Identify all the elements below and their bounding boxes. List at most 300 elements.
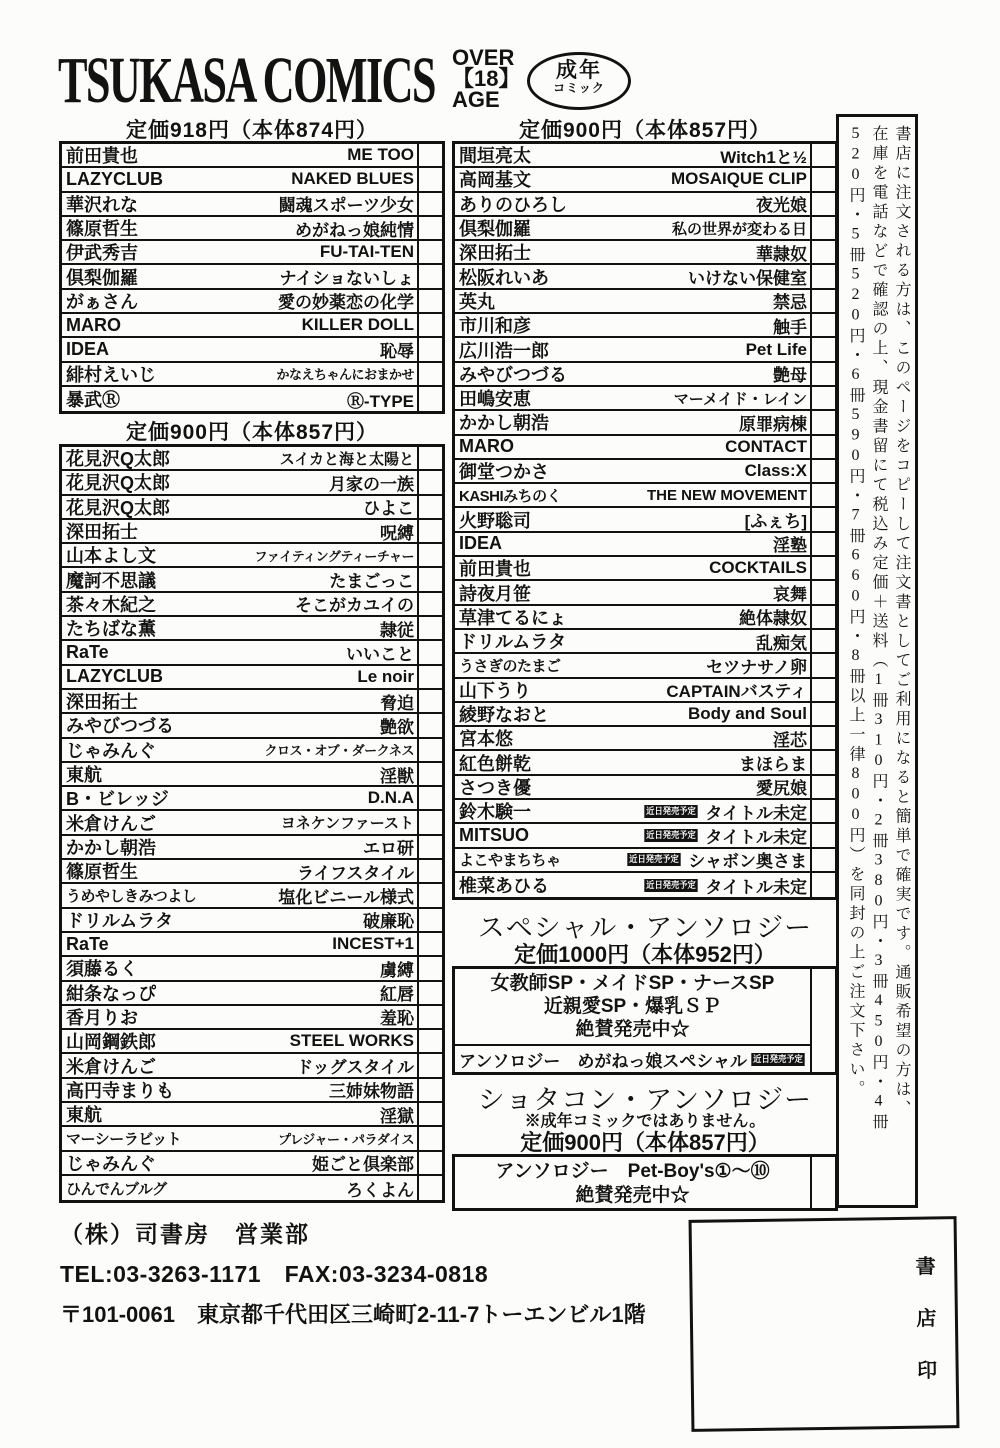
order-quantity-cell [810, 557, 835, 579]
table-row [62, 387, 442, 411]
book-title: 華隷奴 [756, 244, 807, 264]
book-entry [62, 666, 417, 688]
order-quantity-cell [417, 363, 442, 385]
book-title: 恥辱 [380, 342, 414, 361]
book-title: NAKED BLUES [291, 169, 414, 189]
book-entry [62, 982, 417, 1004]
author-name: よこやまちちゃ [459, 852, 561, 870]
author-name: 火野聡司 [459, 510, 531, 531]
title-group [773, 533, 807, 555]
author-name: 田嶋安恵 [459, 389, 531, 410]
book-title: 触手 [773, 317, 807, 337]
table-row [62, 1030, 442, 1054]
author-name: 倶梨伽羅 [66, 267, 138, 288]
book-entry [455, 630, 810, 652]
book-title: Witch1と½ [720, 147, 807, 167]
table-row [62, 884, 442, 908]
book-entry [62, 144, 417, 166]
title-group [756, 776, 807, 798]
title-group [281, 812, 414, 833]
title-group [346, 641, 414, 663]
book-entry [455, 776, 810, 798]
book-entry [455, 703, 810, 725]
table-row [62, 1006, 442, 1030]
table-row [62, 957, 442, 981]
order-quantity-cell [810, 484, 835, 506]
table-row [62, 471, 442, 495]
book-entry [62, 593, 417, 615]
table-row [62, 739, 442, 763]
adult-comic-badge-line1: 成年 [556, 59, 602, 82]
order-quantity-cell [810, 193, 835, 215]
book-entry [62, 860, 417, 882]
table-row [62, 168, 442, 192]
author-name: 鈴木験一 [459, 802, 531, 823]
author-name: 華沢れな [66, 194, 138, 215]
book-entry [455, 727, 810, 749]
order-quantity-cell [417, 1127, 442, 1149]
order-info-column3: 520円・5冊520円・6冊590円・7冊660円・8冊以上一律800円）を同封の上ご注文下さい。 [847, 125, 864, 1100]
book-entry [455, 606, 810, 628]
table-row [455, 606, 835, 630]
book-title: COCKTAILS [709, 558, 807, 578]
title-group [368, 788, 414, 808]
book-title: 破廉恥 [363, 912, 414, 931]
author-name: IDEA [459, 533, 503, 554]
table-row [455, 824, 835, 848]
book-entry [62, 1152, 417, 1174]
order-quantity-cell [417, 787, 442, 809]
author-name: 山岡鋼鉄郎 [66, 1032, 156, 1053]
special-anthology-box-main [455, 969, 810, 1072]
author-name: 深田拓士 [459, 243, 531, 264]
title-group [642, 800, 807, 822]
book-title: D.N.A [367, 788, 414, 808]
title-group [380, 763, 414, 785]
book-entry [455, 387, 810, 409]
release-badge: 近日発売予定 [646, 805, 697, 816]
book-title: ヨネケンファースト [280, 815, 414, 833]
order-quantity-cell [417, 193, 442, 215]
book-entry [62, 811, 417, 833]
author-name: 花見沢Q太郎 [66, 473, 171, 494]
table-row [62, 690, 442, 714]
book-entry [62, 739, 417, 761]
book-title: MOSAIQUE CLIP [670, 169, 807, 189]
special-anthology-price: 定価1000円（本体952円） [514, 942, 776, 967]
author-name: 緋村えいじ [66, 364, 156, 385]
author-name: 暴武Ⓡ [66, 390, 120, 411]
book-entry [455, 460, 810, 482]
author-name: マーシーラビット [66, 1130, 182, 1148]
order-quantity-cell [417, 666, 442, 688]
title-group [329, 1079, 414, 1101]
order-quantity-cell [810, 751, 835, 773]
order-quantity-cell [810, 217, 835, 239]
book-entry [62, 265, 417, 287]
title-group [278, 1129, 414, 1148]
table-row [62, 265, 442, 289]
author-name: 深田拓士 [66, 692, 138, 713]
table-row [62, 496, 442, 520]
author-name: 詩夜月笹 [459, 583, 531, 604]
author-name: 米倉けんご [66, 1056, 156, 1077]
table-row [62, 666, 442, 690]
order-quantity-cell [810, 338, 835, 360]
book-title: エロ研 [363, 839, 414, 859]
title-group [290, 1031, 414, 1051]
book-title: 塩化ビニール様式 [278, 888, 414, 907]
table-row [455, 484, 835, 508]
book-entry [62, 957, 417, 979]
table-row [62, 217, 442, 241]
table-row [62, 1127, 442, 1151]
special-anthology-box [452, 966, 838, 1075]
book-title: 三姉妹物語 [329, 1082, 414, 1102]
title-group [332, 934, 414, 954]
release-badge: 近日発売予定 [753, 1053, 803, 1064]
book-entry [455, 338, 810, 360]
title-group [756, 241, 807, 263]
title-group [773, 727, 807, 749]
book-entry [62, 217, 417, 239]
table-row [455, 217, 835, 241]
order-quantity-cell [810, 873, 835, 897]
table-row [62, 933, 442, 957]
order-quantity-cell [810, 387, 835, 409]
table-row [455, 193, 835, 217]
book-entry [62, 363, 417, 385]
title-group [706, 654, 807, 676]
author-name: KASHIみちのく [459, 487, 562, 505]
book-title: いけない保健室 [688, 269, 807, 288]
table-row [62, 1152, 442, 1176]
title-group [278, 884, 414, 906]
table-row [455, 411, 835, 435]
book-title: いいこと [346, 645, 414, 664]
order-quantity-cell [417, 593, 442, 615]
author-name: 宮本悠 [459, 729, 513, 750]
age-mark-line3: AGE [452, 87, 500, 112]
price-header-900-left: 定価900円（本体857円） [125, 421, 379, 444]
table-row [62, 1176, 442, 1200]
book-entry [455, 800, 810, 822]
book-entry [455, 144, 810, 166]
title-group [725, 437, 807, 457]
book-entry [455, 193, 810, 215]
table-row [62, 520, 442, 544]
author-name: 椎菜あひる [459, 876, 549, 897]
bookstore-stamp-label: 書店印 [912, 1255, 937, 1412]
order-quantity-cell [810, 727, 835, 749]
table-row [455, 436, 835, 460]
table-row [455, 727, 835, 751]
table-row [62, 593, 442, 617]
title-group [756, 630, 807, 652]
author-name: MARO [66, 314, 121, 335]
table-row [455, 338, 835, 362]
title-group [642, 873, 807, 897]
order-quantity-cell [810, 168, 835, 190]
order-quantity-cell [417, 933, 442, 955]
author-name: ドリルムラタ [459, 632, 567, 653]
author-name: 英丸 [459, 291, 495, 312]
author-name: 高岡基文 [459, 170, 531, 191]
order-quantity-cell [417, 471, 442, 493]
author-name: 倶梨伽羅 [459, 219, 531, 240]
book-entry [62, 836, 417, 858]
table-row [62, 836, 442, 860]
book-entry [62, 193, 417, 215]
order-info-column2: 在庫を電話などで確認の上、現金書留にて税込み定価＋送料（1冊310円・2冊380円・3冊450円・4冊 [870, 125, 887, 1133]
order-quantity-cell [810, 1157, 835, 1208]
book-title: 哀舞 [773, 585, 807, 604]
book-title: 乱痴気 [756, 633, 807, 653]
book-title: セツナサノ卵 [706, 657, 807, 677]
table-row [455, 654, 835, 678]
author-name: 深田拓士 [66, 522, 138, 543]
table-row [455, 557, 835, 581]
title-group [278, 290, 414, 312]
author-name: ドリルムラタ [66, 910, 174, 931]
publisher-logo: TSUKASA COMICS [58, 43, 435, 117]
price-header-918: 定価918円（本体874円） [125, 119, 379, 142]
book-title: かなえちゃんにおまかせ [276, 367, 414, 383]
publisher-address: 〒101-0061 東京都千代田区三崎町2-11-7トーエンビル1階 [60, 1302, 646, 1327]
author-name: 山本よし文 [66, 546, 156, 567]
book-title: クロス・オブ・ダークネス [264, 743, 414, 759]
book-title: ひよこ [363, 499, 414, 518]
book-title: 呪縛 [380, 523, 414, 543]
book-title: 闘魂スポーツ少女 [278, 196, 414, 215]
book-entry [62, 787, 417, 809]
author-name: 東航 [66, 765, 102, 786]
table-row [455, 460, 835, 484]
bookstore-stamp-box [689, 1216, 960, 1432]
table-row [62, 290, 442, 314]
order-quantity-cell [810, 824, 835, 846]
title-group [739, 606, 807, 628]
age-mark-line1: OVER [452, 45, 515, 70]
book-table-right [452, 141, 838, 900]
table-row [455, 849, 835, 873]
price-header-900-right: 定価900円（本体857円） [518, 119, 772, 142]
book-entry [62, 496, 417, 518]
order-quantity-cell [417, 1176, 442, 1200]
publisher-company: （株）司書房 営業部 [60, 1221, 310, 1247]
author-name: うさぎのたまご [459, 657, 561, 675]
book-title: 羞恥 [380, 1009, 414, 1029]
table-row [455, 265, 835, 289]
megane-special-row [455, 1044, 810, 1072]
book-title: 愛尻娘 [756, 779, 807, 799]
author-name: 米倉けんご [66, 813, 156, 834]
book-title: プレジャー・パラダイス [278, 1131, 414, 1147]
author-name: みやびつづる [66, 716, 174, 737]
book-title: マーメイド・レイン [673, 390, 807, 408]
author-name: 御堂つかさ [459, 462, 549, 483]
shota-anthology-note: ※成年コミックではありません。 [524, 1113, 766, 1130]
author-name: ひんでんブルグ [66, 1180, 167, 1198]
book-entry [62, 338, 417, 360]
table-row [455, 800, 835, 824]
book-entry [62, 714, 417, 736]
book-entry [62, 1030, 417, 1052]
title-group [363, 836, 414, 858]
title-group [745, 461, 807, 481]
title-group [380, 1006, 414, 1028]
title-group [746, 340, 807, 360]
title-group [642, 824, 807, 846]
book-entry [455, 824, 810, 846]
table-row [62, 1054, 442, 1078]
title-group [380, 338, 414, 360]
book-entry [62, 1079, 417, 1101]
title-group [363, 909, 414, 931]
book-entry [455, 241, 810, 263]
book-entry [62, 617, 417, 639]
shota-anthology-line1: アンソロジー Pet-Boy's①〜⑩ [495, 1161, 770, 1182]
book-entry [62, 1103, 417, 1125]
table-row [62, 241, 442, 265]
book-title: THE NEW MOVEMENT [647, 486, 807, 504]
title-group [688, 704, 807, 724]
book-entry [455, 654, 810, 676]
author-name: かかし朝浩 [459, 413, 549, 434]
table-row [455, 581, 835, 605]
book-title: たまごっこ [329, 572, 414, 591]
order-quantity-cell [417, 314, 442, 336]
book-title: 私の世界が変わる日 [671, 220, 807, 238]
order-quantity-cell [810, 776, 835, 798]
book-title: タイトル未定 [705, 803, 807, 823]
table-row [455, 873, 835, 897]
book-entry [62, 471, 417, 493]
age-mark-line2: 【18】 [452, 66, 521, 91]
book-entry [455, 265, 810, 287]
table-row [62, 909, 442, 933]
title-group [380, 957, 414, 979]
order-quantity-cell [417, 1006, 442, 1028]
order-quantity-cell [417, 290, 442, 312]
book-title: Le noir [357, 666, 414, 686]
order-quantity-cell [810, 630, 835, 652]
book-title: 夜光娘 [756, 196, 807, 215]
title-group [380, 714, 414, 736]
title-group [297, 860, 414, 882]
book-entry [62, 568, 417, 590]
table-row [62, 193, 442, 217]
title-group [280, 448, 414, 469]
special-anthology-line2: 近親愛SP・爆乳ＳＰ [543, 996, 722, 1017]
book-entry [455, 168, 810, 190]
book-entry [62, 241, 417, 263]
order-quantity-cell [810, 436, 835, 458]
order-quantity-cell [417, 241, 442, 263]
title-group [756, 193, 807, 215]
author-name: 松阪れいあ [459, 267, 549, 288]
book-title: スイカと海と太陽と [279, 450, 414, 468]
title-group [773, 581, 807, 603]
order-quantity-cell [417, 1152, 442, 1174]
title-group [380, 520, 414, 542]
order-quantity-cell [417, 860, 442, 882]
book-title: ドッグスタイル [296, 1058, 414, 1077]
book-entry [62, 1176, 417, 1200]
order-quantity-cell [810, 969, 835, 1072]
title-group [773, 314, 807, 336]
table-row [62, 982, 442, 1006]
book-entry [62, 520, 417, 542]
table-row [455, 533, 835, 557]
table-row [62, 641, 442, 665]
title-group [296, 1054, 414, 1076]
title-group [295, 217, 414, 239]
book-title: 愛の妙薬恋の化学 [278, 293, 414, 313]
book-title: Pet Life [745, 339, 807, 359]
title-group [295, 593, 414, 615]
shota-anthology-box-main [455, 1157, 810, 1208]
author-name: 紅色餅乾 [459, 753, 531, 774]
author-name: 紺条なっぴ [66, 983, 156, 1004]
order-quantity-cell [810, 363, 835, 385]
title-group [363, 496, 414, 518]
order-quantity-cell [417, 957, 442, 979]
order-quantity-cell [810, 606, 835, 628]
order-quantity-cell [417, 338, 442, 360]
book-title: ろくよん [346, 1180, 414, 1200]
book-title: そこがカユイの [295, 596, 414, 616]
table-row [62, 338, 442, 362]
title-group [380, 1103, 414, 1125]
title-group [720, 144, 807, 166]
adult-comic-oval-badge [527, 52, 631, 110]
author-name: ありのひろし [459, 194, 567, 215]
publisher-tel-fax: TEL:03-3263-1171 FAX:03-3234-0818 [60, 1261, 489, 1287]
order-quantity-cell [417, 520, 442, 542]
author-name: 須藤るく [66, 959, 138, 980]
author-name: RaTe [66, 933, 109, 954]
order-quantity-cell [810, 800, 835, 822]
book-entry [62, 168, 417, 190]
book-entry [455, 314, 810, 336]
shota-anthology-line2: 絶賛発売中☆ [575, 1185, 690, 1206]
author-name: さつき優 [459, 777, 531, 798]
table-row [455, 168, 835, 192]
title-group [688, 265, 807, 287]
order-quantity-cell [417, 884, 442, 906]
table-row [455, 314, 835, 338]
book-title: 姫ごと倶楽部 [312, 1155, 414, 1174]
author-name: 間垣亮太 [459, 146, 531, 167]
order-quantity-cell [417, 387, 442, 411]
table-row [62, 363, 442, 387]
order-quantity-cell [417, 447, 442, 469]
order-quantity-cell [810, 849, 835, 871]
order-quantity-cell [417, 982, 442, 1004]
title-group [357, 667, 414, 687]
title-group [666, 679, 807, 701]
table-row [62, 447, 442, 471]
table-row [62, 314, 442, 338]
book-entry [455, 363, 810, 385]
book-title: INCEST+1 [332, 934, 414, 954]
title-group [709, 558, 807, 578]
table-row [455, 508, 835, 532]
order-quantity-cell [810, 241, 835, 263]
table-row [455, 776, 835, 800]
title-group [671, 169, 807, 189]
